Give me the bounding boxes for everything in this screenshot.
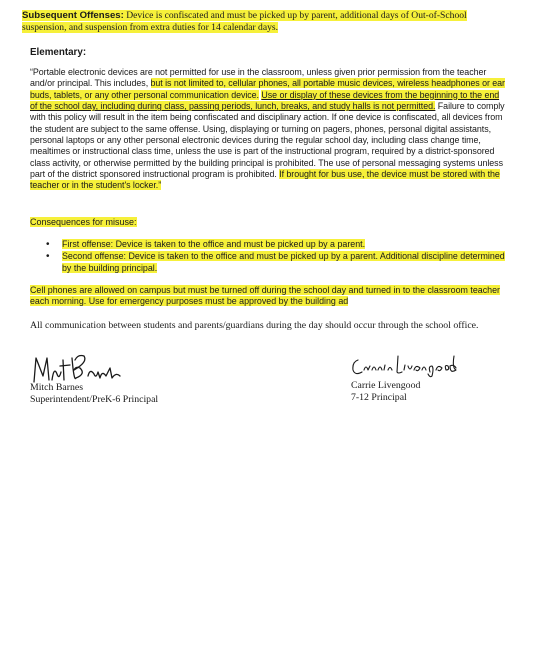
signature-block-right: [350, 352, 520, 412]
elementary-heading: Elementary:: [30, 47, 87, 58]
policy-highlight-2: Use or display of these devices from the beginning to the end of the school day, including during class, passing periods, lunch, breaks, and study halls is not permitted.: [30, 89, 500, 112]
communication-paragraph: All communication between students and parents/guardians during the day should occur through the school office.: [30, 320, 479, 331]
signature-mitch-barnes-icon: [30, 352, 130, 386]
second-offense-text: Second offense: Device is taken to the office and must be picked up by a parent. Additional discipline determined by the building principal.: [62, 251, 505, 273]
signer-title-left: Superintendent/PreK-6 Principal: [30, 394, 159, 405]
list-item: [46, 251, 508, 274]
list-item: [46, 239, 508, 250]
cell-phones-text: Cell phones are allowed on campus but must be turned off during the school day and turned in to the classroom teacher each morning. Use for emergency purposes must be approved by the building ad: [30, 285, 501, 307]
consequences-heading: [30, 217, 137, 228]
signature-carrie-livengood-icon: [350, 352, 470, 380]
policy-text-1: “Portable electronic devices are not permitted for use in the classroom, unless given prior permission from the teacher and/or principal. This includes,: [30, 67, 487, 89]
offense-list: [46, 239, 508, 275]
signer-name-left: Mitch Barnes: [30, 382, 84, 393]
subsequent-offenses-text: Device is confiscated and must be picked up by parent, additional days of Out-of-School suspension, and suspension from extra duties for 14 calendar days.: [22, 10, 467, 34]
policy-highlight-1: but is not limited to, cellular phones, all portable music devices, wireless headphones or ear buds, tablets, or any other personal communication device.: [30, 78, 505, 100]
bullet-icon: •: [46, 239, 50, 250]
subsequent-offenses-label: Subsequent Offenses:: [22, 10, 124, 21]
cell-phones-paragraph: [30, 285, 508, 308]
first-offense-text: First offense: Device is taken to the office and must be picked up by a parent.: [62, 239, 366, 249]
elementary-policy-paragraph: [30, 67, 508, 192]
bullet-icon: •: [46, 251, 50, 263]
signature-block-left: [30, 352, 230, 412]
signer-name-right: Carrie Livengood: [351, 380, 421, 391]
subsequent-offenses-paragraph: [22, 10, 502, 34]
policy-text-3: Failure to comply with this policy will result in the item being confiscated and disciplinary action. If one device is confiscated, all devices from the student are subject to the same offense. Using, displaying or turning on pagers, phones, personal digital assistants, personal laptops or any other personal electronic devices during the regular school day, including class change time, mealtimes or instructional class time, unless the use is part of the instructional program, required by a district-sponsored class activity, or otherwise permitted by the building principal is prohibited. The use of personal messaging systems unless part of the district sponsored instructional program is prohibited.: [30, 101, 505, 180]
consequences-heading-text: Consequences for misuse:: [30, 217, 137, 227]
policy-highlight-3: If brought for bus use, the device must be stored with the teacher or in the student's locker.”: [30, 169, 500, 191]
signer-title-right: 7-12 Principal: [351, 392, 407, 403]
